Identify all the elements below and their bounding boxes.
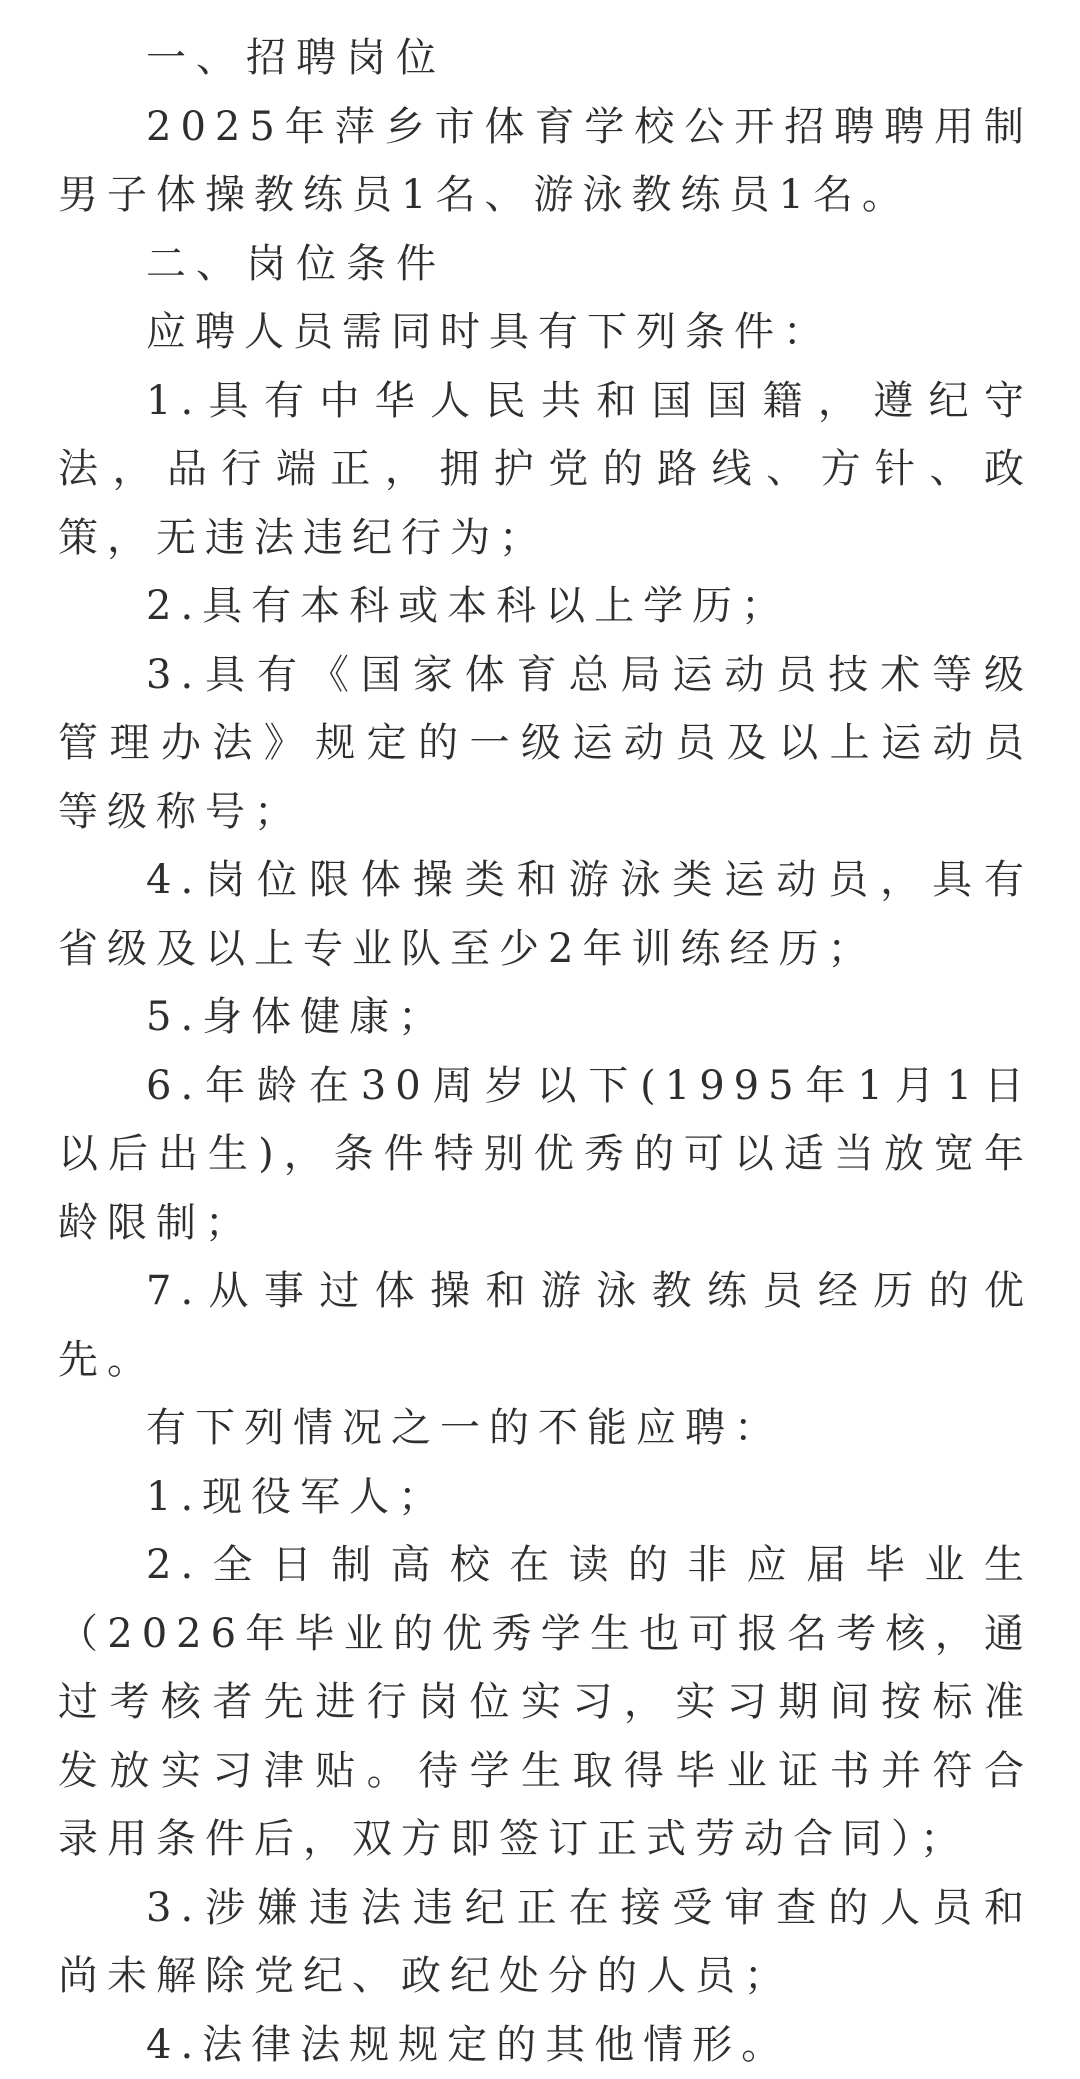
document-body bbox=[58, 24, 1033, 2079]
requirement-item: 3.具有《国家体育总局运动员技术等级管理办法》规定的一级运动员及以上运动员等级称号； bbox=[58, 641, 1033, 847]
section-heading-conditions: 二、岗位条件 bbox=[58, 230, 1033, 299]
conditions-intro: 应聘人员需同时具有下列条件： bbox=[58, 298, 1033, 367]
exclusions-intro: 有下列情况之一的不能应聘： bbox=[58, 1394, 1033, 1463]
exclusion-item: 3.涉嫌违法违纪正在接受审查的人员和尚未解除党纪、政纪处分的人员； bbox=[58, 1874, 1033, 2011]
section-heading-positions: 一、招聘岗位 bbox=[58, 24, 1033, 93]
requirement-item: 6.年龄在30周岁以下(1995年1月1日以后出生)，条件特别优秀的可以适当放宽年龄限制； bbox=[58, 1052, 1033, 1258]
requirement-item: 4.岗位限体操类和游泳类运动员，具有省级及以上专业队至少2年训练经历； bbox=[58, 846, 1033, 983]
positions-paragraph: 2025年萍乡市体育学校公开招聘聘用制男子体操教练员1名、游泳教练员1名。 bbox=[58, 93, 1033, 230]
requirement-item: 2.具有本科或本科以上学历； bbox=[58, 572, 1033, 641]
requirement-item: 5.身体健康； bbox=[58, 983, 1033, 1052]
exclusion-item: 4.法律法规规定的其他情形。 bbox=[58, 2011, 1033, 2079]
requirement-item: 7.从事过体操和游泳教练员经历的优先。 bbox=[58, 1257, 1033, 1394]
exclusion-item: 1.现役军人； bbox=[58, 1463, 1033, 1532]
requirement-item: 1.具有中华人民共和国国籍，遵纪守法，品行端正，拥护党的路线、方针、政策，无违法违纪行为； bbox=[58, 367, 1033, 573]
exclusion-item: 2.全日制高校在读的非应届毕业生（2026年毕业的优秀学生也可报名考核，通过考核者先进行岗位实习，实习期间按标准发放实习津贴。待学生取得毕业证书并符合录用条件后，双方即签订正式劳动合同）； bbox=[58, 1531, 1033, 1874]
